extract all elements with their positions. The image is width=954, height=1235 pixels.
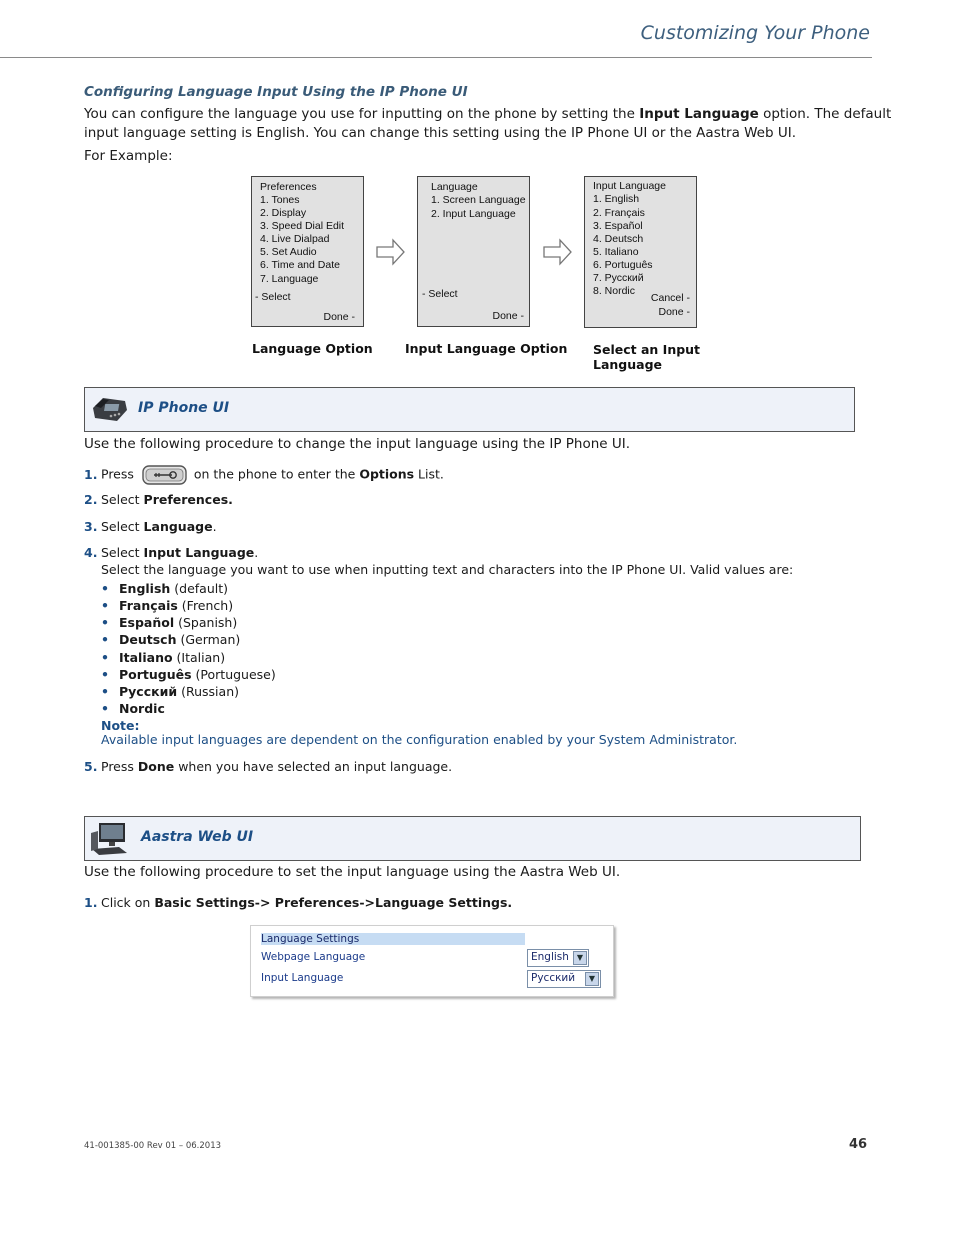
- step-text-bold: Basic Settings-> Preferences->Language Settings.: [154, 895, 513, 910]
- intro-text-pre: You can configure the language you use for inputting on the phone by setting the: [84, 106, 640, 122]
- screen-line: Input Language: [593, 180, 666, 192]
- options-key-icon: [142, 465, 187, 485]
- screen-line: 8. Nordic: [593, 285, 636, 297]
- language-note: (French): [177, 598, 234, 613]
- list-item: • Português (Portuguese): [101, 667, 276, 682]
- caption-line: Select an Input: [593, 342, 701, 357]
- web-procedure-intro: Use the following procedure to set the input language using the Aastra Web UI.: [84, 864, 621, 880]
- screen-line: 3. Speed Dial Edit: [260, 220, 345, 232]
- softkey-done: Done -: [323, 311, 355, 323]
- intro-text-post: option. The default: [758, 106, 892, 122]
- aastra-web-ui-label: Aastra Web UI: [141, 829, 254, 845]
- language-note: (German): [176, 632, 241, 647]
- step-4-description: Select the language you want to use when inputting text and characters into the IP Phone UI. Valid values are:: [101, 562, 794, 577]
- list-item: • Italiano (Italian): [101, 650, 226, 665]
- step-5: [84, 758, 452, 775]
- page-header-title: Customizing Your Phone: [640, 22, 870, 44]
- screen-line: 3. Español: [593, 220, 643, 232]
- screen-line: 4. Deutsch: [593, 233, 644, 245]
- list-item: • English (default): [101, 581, 229, 596]
- language-name: Português: [119, 667, 192, 682]
- screen-line: Language: [431, 181, 478, 193]
- phone-screen-preferences: [251, 176, 364, 327]
- desk-phone-icon: [89, 394, 129, 424]
- footer-doc-id: 41-001385-00 Rev 01 – 06.2013: [84, 1141, 222, 1151]
- header-divider: [0, 57, 872, 58]
- webpage-language-select[interactable]: [527, 949, 589, 967]
- ip-procedure-intro: Use the following procedure to change the input language using the IP Phone UI.: [84, 436, 631, 452]
- step-text: Press: [101, 466, 134, 482]
- language-name: Русский: [119, 684, 178, 699]
- step-text: .: [254, 545, 259, 560]
- screen-line: 5. Italiano: [593, 246, 639, 258]
- language-name: English: [119, 581, 171, 596]
- list-item: • Français (French): [101, 598, 234, 613]
- screen-line: 5. Set Audio: [260, 246, 317, 258]
- caption-line: Language: [593, 357, 663, 372]
- language-name: Español: [119, 615, 175, 630]
- screen-line: Preferences: [260, 181, 317, 193]
- webpage-language-label: Webpage Language: [261, 951, 366, 963]
- screen-line: 1. English: [593, 193, 640, 205]
- screen-line: 2. Français: [593, 207, 645, 219]
- for-example-label: For Example:: [84, 148, 173, 164]
- intro-text-line2: input language setting is English. You can change this setting using the IP Phone UI or the Aastra Web UI.: [84, 125, 797, 141]
- step-text-bold: Done: [137, 759, 175, 774]
- step-number: 5.: [84, 759, 98, 774]
- step-text-bold: Input Language: [143, 545, 255, 560]
- ip-phone-ui-label: IP Phone UI: [138, 400, 230, 416]
- step-number: 1.: [84, 466, 98, 482]
- aastra-web-ui-banner: [84, 816, 861, 861]
- arrow-right-icon: [543, 238, 573, 266]
- step-text: .: [212, 519, 217, 534]
- screen-line: 2. Display: [260, 207, 307, 219]
- step-2: [84, 491, 233, 508]
- list-item: • Español (Spanish): [101, 615, 238, 630]
- screen-line: 4. Live Dialpad: [260, 233, 330, 245]
- computer-icon: [89, 821, 131, 857]
- intro-text-bold: Input Language: [639, 106, 759, 122]
- input-language-value: Русский: [531, 972, 576, 984]
- input-language-select[interactable]: [527, 970, 601, 988]
- language-name: Français: [119, 598, 178, 613]
- chevron-down-icon[interactable]: ▼: [573, 951, 587, 965]
- step-number: 4.: [84, 545, 98, 560]
- language-note: (Russian): [177, 684, 239, 699]
- softkey-cancel: Cancel -: [650, 292, 690, 304]
- step-1: [84, 465, 444, 485]
- phone-screen-language: [417, 176, 530, 327]
- step-text: List.: [414, 466, 444, 482]
- language-note: (default): [170, 581, 229, 596]
- list-item: • Русский (Russian): [101, 684, 239, 699]
- screen-line: 6. Português: [593, 259, 653, 271]
- step-text: on the phone to enter the: [189, 466, 360, 482]
- web-step-1: [84, 894, 512, 911]
- caption-input-language-option: Input Language Option: [405, 341, 568, 356]
- phone-screen-input-language: [584, 176, 697, 328]
- note-label: Note:: [101, 718, 140, 733]
- softkey-select: - Select: [422, 288, 458, 300]
- list-item: • Deutsch (German): [101, 632, 241, 647]
- step-text: Select: [101, 492, 144, 507]
- ip-phone-ui-banner: [84, 387, 855, 432]
- step-text: Press: [101, 759, 138, 774]
- screen-line: 1. Screen Language: [431, 194, 526, 206]
- chevron-down-icon[interactable]: ▼: [585, 972, 599, 986]
- language-name: Nordic: [119, 701, 165, 716]
- caption-language-option: Language Option: [252, 341, 373, 356]
- step-text: Click on: [101, 895, 155, 910]
- screen-line: 2. Input Language: [431, 208, 516, 220]
- page-number: 46: [849, 1137, 868, 1152]
- step-4: [84, 544, 258, 561]
- step-text: when you have selected an input language.: [174, 759, 453, 774]
- language-settings-panel: [250, 925, 614, 997]
- section-heading: Configuring Language Input Using the IP Phone UI: [84, 84, 468, 100]
- note-text: Available input languages are dependent on the configuration enabled by your System Administrator.: [101, 732, 738, 747]
- language-name: Deutsch: [119, 632, 177, 647]
- language-note: (Portuguese): [191, 667, 276, 682]
- language-note: (Spanish): [174, 615, 238, 630]
- step-number: 2.: [84, 492, 98, 507]
- caption-select-input-language: [593, 342, 700, 372]
- input-language-label: Input Language: [261, 972, 344, 984]
- language-name: Italiano: [119, 650, 173, 665]
- softkey-select: - Select: [255, 291, 291, 303]
- step-number: 1.: [84, 895, 98, 910]
- arrow-right-icon: [376, 238, 406, 266]
- language-settings-header: Language Settings: [261, 933, 525, 945]
- step-number: 3.: [84, 519, 98, 534]
- softkey-done: Done -: [658, 306, 690, 318]
- screen-line: 6. Time and Date: [260, 259, 340, 271]
- step-text-bold: Preferences.: [143, 492, 233, 507]
- screen-line: 7. Language: [260, 273, 319, 285]
- step-text-bold: Options: [359, 466, 415, 482]
- intro-paragraph: [84, 105, 891, 143]
- webpage-language-value: English: [531, 951, 569, 963]
- language-note: (Italian): [172, 650, 226, 665]
- softkey-done: Done -: [492, 310, 524, 322]
- step-text: Select: [101, 545, 144, 560]
- step-text: Select: [101, 519, 144, 534]
- screen-line: 7. Русский: [593, 272, 644, 284]
- step-text-bold: Language: [143, 519, 213, 534]
- screen-line: 1. Tones: [260, 194, 300, 206]
- step-3: [84, 518, 217, 535]
- list-item: • Nordic: [101, 701, 165, 716]
